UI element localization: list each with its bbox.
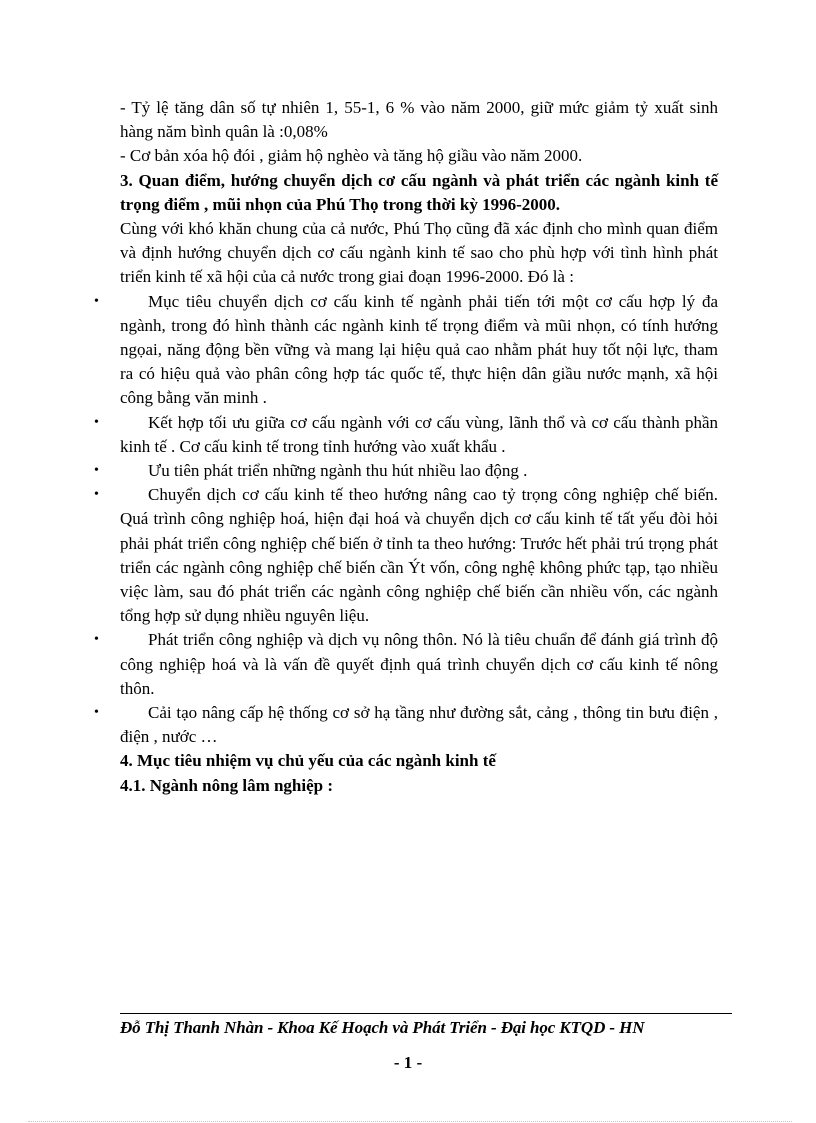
bullet-icon: • [94,632,99,648]
page-number: - 1 - [393,1053,423,1072]
bullet-icon: • [94,463,99,479]
bullet-icon: • [94,414,99,430]
list-item-text: Phát triển công nghiệp và dịch vụ nông thôn. Nó là tiêu chuẩn để đánh giá trình độ công nghiệp hoá và là vấn đề quyết định quá trình chuyển dịch cơ cấu kinh tế nông thôn. [120,630,718,698]
section-4-1-heading: 4.1. Ngành nông lâm nghiệp : [120,775,334,795]
section-3-intro: Cùng với khó khăn chung của cả nước, Phú Thọ cũng đã xác định cho mình quan điểm và định hướng chuyển dịch cơ cấu ngành kinh tế sao cho phù hợp với tình hình phát triển kinh tế xã hội của cả nước trong giai đoạn 1996-2000. Đó là : [120,219,718,287]
poverty-reduction-line: - Cơ bản xóa hộ đói , giảm hộ nghèo và tăng hộ giầu vào năm 2000. [120,146,583,166]
list-item [94,411,718,459]
population-growth-line: - Tỷ lệ tăng dân số tự nhiên 1, 55-1, 6 % vào năm 2000, giữ mức giảm tỷ xuất sinh hàng năm bình quân là :0,08% [120,98,718,142]
list-item [94,290,718,411]
list-item [94,701,718,749]
list-item-text: Kết hợp tối ưu giữa cơ cấu ngành với cơ cấu vùng, lãnh thổ và cơ cấu thành phần kinh tế . Cơ cấu kinh tế trong tỉnh hướng vào xuất khẩu . [120,412,718,456]
document-body [94,96,718,798]
section-4-heading: 4. Mục tiêu nhiệm vụ chủ yếu của các ngành kinh tế [120,751,496,771]
footer-author-line: Đỗ Thị Thanh Nhàn - Khoa Kế Hoạch và Phát Triển - Đại học KTQD - HN [120,1018,645,1037]
list-item-text: Ưu tiên phát triển những ngành thu hút nhiều lao động . [148,461,528,481]
list-item [94,628,718,701]
footer-divider [120,1013,732,1014]
bullet-icon: • [94,487,99,503]
orientation-bullet-list [94,290,718,750]
list-item [94,483,718,628]
bullet-icon: • [94,705,99,721]
list-item-text: Chuyển dịch cơ cấu kinh tế theo hướng nâng cao tỷ trọng công nghiệp chế biến. Quá trình công nghiệp hoá, hiện đại hoá và chuyển dịch cơ cấu kinh tế tất yếu đòi hỏi phải phát triển công nghiệp chế biến ở tỉnh ta theo hướng: Trước hết phải trú trọng phát triển các ngành công nghiệp chế biến cần Ýt vốn, công nghệ không phức tạp, tạo nhiều việc làm, sau đó phát triển các ngành công nghiệp chế biến cần nhiều vốn, các ngành tổng hợp sử dụng nhiều nguyên liệu. [120,485,718,626]
section-3-heading: 3. Quan điểm, hướng chuyển dịch cơ cấu ngành và phát triển các ngành kinh tế trọng điểm , mũi nhọn của Phú Thọ trong thời kỳ 1996-2000. [120,170,718,214]
list-item [94,459,718,483]
list-item-text: Cải tạo nâng cấp hệ thống cơ sở hạ tầng như đường sắt, cảng , thông tin bưu điện , điện , nước … [120,703,718,747]
list-item-text: Mục tiêu chuyển dịch cơ cấu kinh tế ngành phải tiến tới một cơ cấu hợp lý đa ngành, trong đó hình thành các ngành kinh tế trọng điểm và mũi nhọn, có tính hướng ngọai, năng động bền vững và mang lại hiệu quả cao nhằm phát huy tốt nội lực, tham ra có hiệu quả vào phân công hợp tác quốc tế, thực hiện dân giầu nước mạnh, xã hội công bằng văn minh . [120,291,718,408]
page-edge-divider [28,1121,792,1122]
bullet-icon: • [94,293,99,309]
